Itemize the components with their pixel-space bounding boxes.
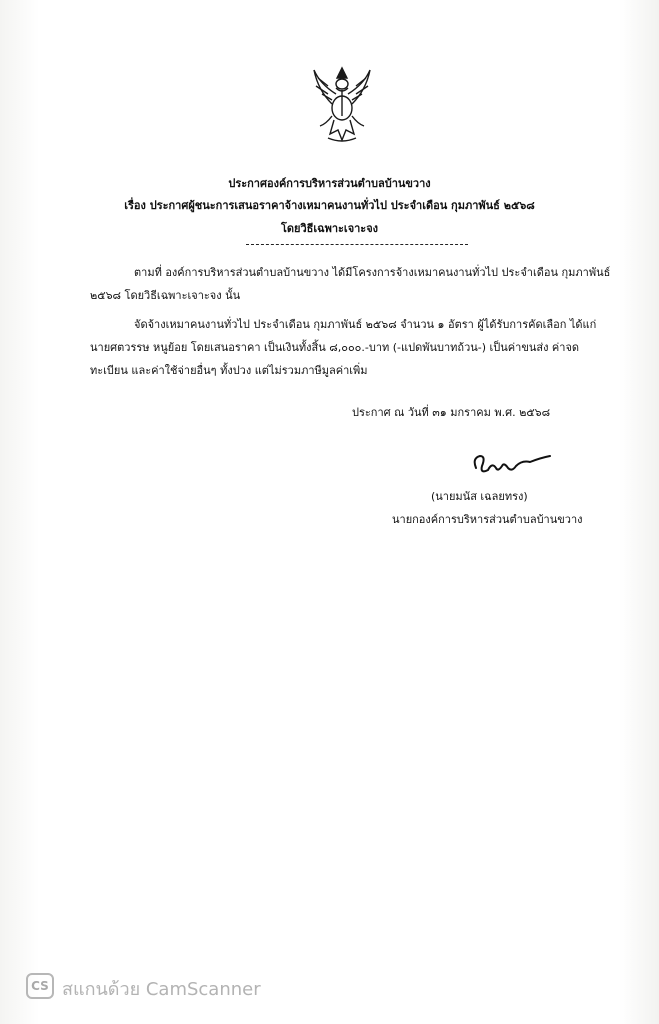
scanner-watermark: สแกนด้วย CamScanner bbox=[62, 979, 261, 1000]
camscanner-logo: CS bbox=[26, 973, 54, 999]
paragraph-2-line-3: ทะเบียน และค่าใช้จ่ายอื่นๆ ทั้งปวง แต่ไม่รวมภาษีมูลค่าเพิ่ม bbox=[90, 364, 368, 377]
signatory-position: นายกองค์การบริหารส่วนตำบลบ้านขวาง bbox=[392, 513, 583, 526]
divider bbox=[246, 244, 468, 245]
signature bbox=[470, 450, 552, 480]
signatory-name: (นายมนัส เฉลยทรง) bbox=[431, 490, 528, 503]
paragraph-2-line-2: นายศตวรรษ หนูย้อย โดยเสนอราคา เป็นเงินทั้งสิ้น ๘,๐๐๐.-บาท (-แปดพันบาทถ้วน-) เป็นค่าขนส่ง ค่าจด bbox=[90, 341, 580, 354]
announcement-title: ประกาศองค์การบริหารส่วนตำบลบ้านขวาง bbox=[228, 177, 431, 190]
announcement-subject: เรื่อง ประกาศผู้ชนะการเสนอราคาจ้างเหมาคนงานทั่วไป ประจำเดือน กุมภาพันธ์ ๒๕๖๘ bbox=[124, 199, 535, 212]
procurement-method: โดยวิธีเฉพาะเจาะจง bbox=[280, 222, 379, 235]
paragraph-1-line-1: ตามที่ องค์การบริหารส่วนตำบลบ้านขวาง ได้มีโครงการจ้างเหมาคนงานทั่วไป ประจำเดือน กุมภาพันธ์ bbox=[134, 266, 611, 279]
announcement-date: ประกาศ ณ วันที่ ๓๑ มกราคม พ.ศ. ๒๕๖๘ bbox=[352, 406, 551, 419]
garuda-emblem-icon bbox=[306, 64, 378, 146]
paragraph-1-line-2: ๒๕๖๘ โดยวิธีเฉพาะเจาะจง นั้น bbox=[90, 289, 241, 302]
paragraph-2-line-1: จัดจ้างเหมาคนงานทั่วไป ประจำเดือน กุมภาพันธ์ ๒๕๖๘ จำนวน ๑ อัตรา ผู้ได้รับการคัดเลือก ได้แก่ bbox=[134, 318, 597, 331]
